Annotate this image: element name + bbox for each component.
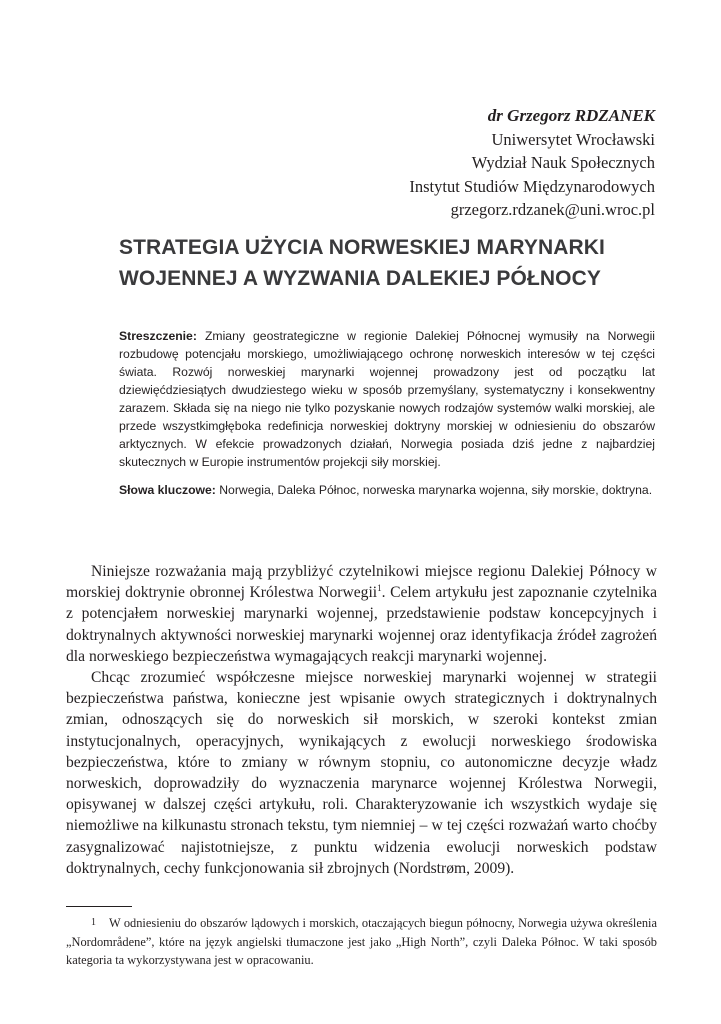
- author-faculty: Wydział Nauk Społecznych: [471, 153, 655, 172]
- footnote-number: 1: [91, 917, 96, 928]
- author-university: Uniwersytet Wrocławski: [491, 129, 655, 149]
- body-paragraph-1-start: Niniejsze rozważania mają przybliżyć czytelnikowi miejsce regionu Dalekiej Północy w morskiej doktrynie obronnej Królestwa Norwegii: [66, 563, 657, 602]
- author-institute: Instytut Studiów Międzynarodowych: [409, 176, 655, 196]
- abstract-paragraph: [119, 327, 655, 471]
- article-title: [119, 232, 659, 294]
- author-block: [409, 104, 655, 222]
- abstract-text: Zmiany geostrategiczne w regionie Dalekiej Północnej wymusiły na Norwegii rozbudowę potencjału morskiego, umożliwiającego ochronę norweskich interesów w tej części świata. Rozwój norweskiej marynarki wojennej prowadzony jest od początku lat dziewięćdziesiątych dwudziestego wieku w sposób przemyślany, systematyczny i konsekwentny zarazem. Składa się na niego nie tylko pozyskanie nowych rodzajów systemów walki morskiej, ale przede wszystkimgłęboka redefinicja norweskiej doktryny morskiej w odniesieniu do obszarów arktycznych. W efekcie prowadzonych działań, Norwegia posiada dziś jedne z najbardziej skutecznych w Europie instrumentów projekcji siły morskiej.: [119, 329, 656, 469]
- title-line-2: WOJENNEJ A WYZWANIA DALEKIEJ PÓŁNOCY: [119, 267, 601, 290]
- body-text: [66, 561, 657, 879]
- footnote-divider: [66, 906, 132, 907]
- abstract-section: [119, 327, 655, 499]
- keywords-label: Słowa kluczowe:: [119, 483, 216, 497]
- body-paragraph-1: [66, 561, 657, 667]
- keywords-paragraph: [119, 481, 655, 499]
- author-email[interactable]: grzegorz.rdzanek@uni.wroc.pl: [450, 200, 655, 219]
- footnote-reference[interactable]: 1: [377, 583, 382, 594]
- keywords-text: Norwegia, Daleka Północ, norweska marynarka wojenna, siły morskie, doktryna.: [219, 483, 653, 497]
- abstract-label: Streszczenie:: [119, 329, 197, 343]
- footnote-paragraph: [66, 914, 657, 970]
- footnote: [66, 914, 657, 970]
- author-name: dr Grzegorz RDZANEK: [487, 106, 655, 125]
- title-line-1: STRATEGIA UŻYCIA NORWESKIEJ MARYNARKI: [119, 236, 605, 259]
- body-paragraph-1-end: . Celem artykułu jest zapoznanie czytelnika z potencjałem norweskiej marynarki wojennej, przedstawienie podstaw koncepcyjnych i doktrynalnych aktywności norweskiej marynarki wojennej oraz identyfikacja źródeł zagrożeń dla norweskiego bezpieczeństwa wymagających reakcji marynarki wojennej.: [66, 584, 658, 665]
- body-paragraph-2: Chcąc zrozumieć współczesne miejsce norweskiej marynarki wojennej w strategii bezpieczeństwa państwa, konieczne jest wpisanie owych strategicznych i doktrynalnych zmian, odnoszących się do norweskich sił morskich, w szeroki kontekst zmian instytucjonalnych, operacyjnych, wynikających z ewolucji norweskiego środowiska bezpieczeństwa, które to zmiany w równym stopniu, co autonomiczne decyzje władz norweskich, doprowadziły do wyznaczenia marynarce wojennej Królestwa Norwegii, opisywanej w dalszej części artykułu, roli. Charakteryzowanie ich wszystkich wydaje się niemożliwe na kilkunastu stronach tekstu, tym niemniej – w tej części rozważań warto choćby zasygnalizować najistotniejsze, z punktu widzenia ewolucji norweskich podstaw doktrynalnych, cechy funkcjonowania sił zbrojnych (Nordstrøm, 2009).: [66, 669, 657, 877]
- footnote-text: W odniesieniu do obszarów lądowych i morskich, otaczających biegun północny, Norwegia używa określenia „Nordområdene”, które na język angielski tłumaczone jest jako „High North”, czyli Daleka Północ. W taki sposób kategoria ta wykorzystywana jest w opracowaniu.: [66, 916, 657, 967]
